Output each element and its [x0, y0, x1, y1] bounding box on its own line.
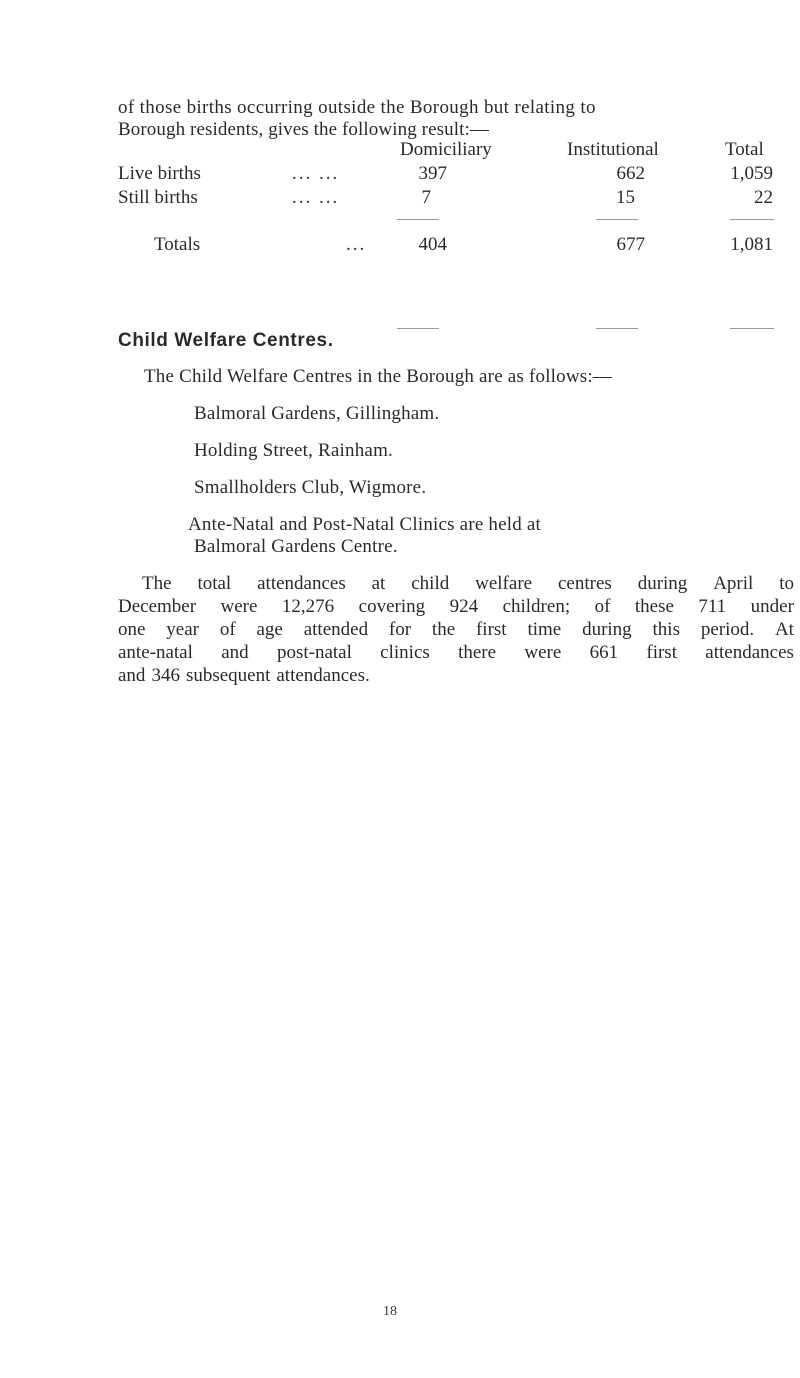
page-number: 18	[383, 1304, 397, 1319]
subtotal-rule-domiciliary	[397, 219, 439, 220]
clinics-line-1: Ante-Natal and Post-Natal Clinics are held at	[188, 514, 542, 535]
list-item: Smallholders Club, Wigmore.	[194, 477, 427, 498]
cell-total: 1,081	[730, 234, 773, 255]
summary-line-5: and 346 subsequent attendances.	[118, 665, 370, 686]
centres-intro: The Child Welfare Centres in the Borough are as follows:—	[144, 366, 613, 387]
cell-domiciliary: 404	[418, 234, 447, 255]
header-total: Total	[725, 139, 764, 160]
intro-paragraph	[118, 97, 798, 141]
summary-line-2: December were 12,276 covering 924 children; of these 711 under	[118, 596, 794, 617]
section-heading: Child Welfare Centres.	[118, 330, 334, 351]
cell-institutional: 662	[616, 163, 645, 184]
list-item: Balmoral Gardens, Gillingham.	[194, 403, 440, 424]
clinics-note	[188, 514, 541, 558]
list-item: Holding Street, Rainham.	[194, 440, 393, 461]
summary-line-4: ante-natal and post-natal clinics there were 661 first attendances	[118, 642, 794, 663]
cell-institutional: 15	[616, 187, 635, 208]
header-domiciliary: Domiciliary	[400, 139, 492, 160]
total-rule-domiciliary	[397, 328, 439, 329]
intro-line-1: of those births occurring outside the Borough but relating to	[118, 97, 596, 118]
row-label: Live births	[118, 163, 201, 184]
attendance-summary	[118, 572, 794, 687]
summary-line-1: The total attendances at child welfare centres during April to	[142, 573, 794, 594]
leader-dots: ... ...	[292, 187, 340, 208]
cell-domiciliary: 397	[418, 163, 447, 184]
subtotal-rule-total	[730, 219, 774, 220]
leader-dots: ...	[346, 234, 367, 255]
total-rule-institutional	[596, 328, 638, 329]
total-rule-total	[730, 328, 774, 329]
table-row-totals	[118, 234, 778, 258]
cell-institutional: 677	[616, 234, 645, 255]
table-row-still-births	[118, 187, 778, 211]
cell-total: 22	[754, 187, 773, 208]
centres-list	[194, 403, 439, 514]
cell-total: 1,059	[730, 163, 773, 184]
subtotal-rule-institutional	[596, 219, 638, 220]
clinics-line-2: Balmoral Gardens Centre.	[194, 536, 398, 557]
totals-label: Totals	[154, 234, 201, 255]
row-label: Still births	[118, 187, 198, 208]
leader-dots: ... ...	[292, 163, 340, 184]
table-row-live-births	[118, 163, 778, 187]
intro-line-2: Borough residents, gives the following result:—	[118, 119, 489, 140]
cell-domiciliary: 7	[421, 187, 431, 208]
header-institutional: Institutional	[567, 139, 659, 160]
summary-line-3: one year of age attended for the first time during this period. At	[118, 619, 794, 640]
